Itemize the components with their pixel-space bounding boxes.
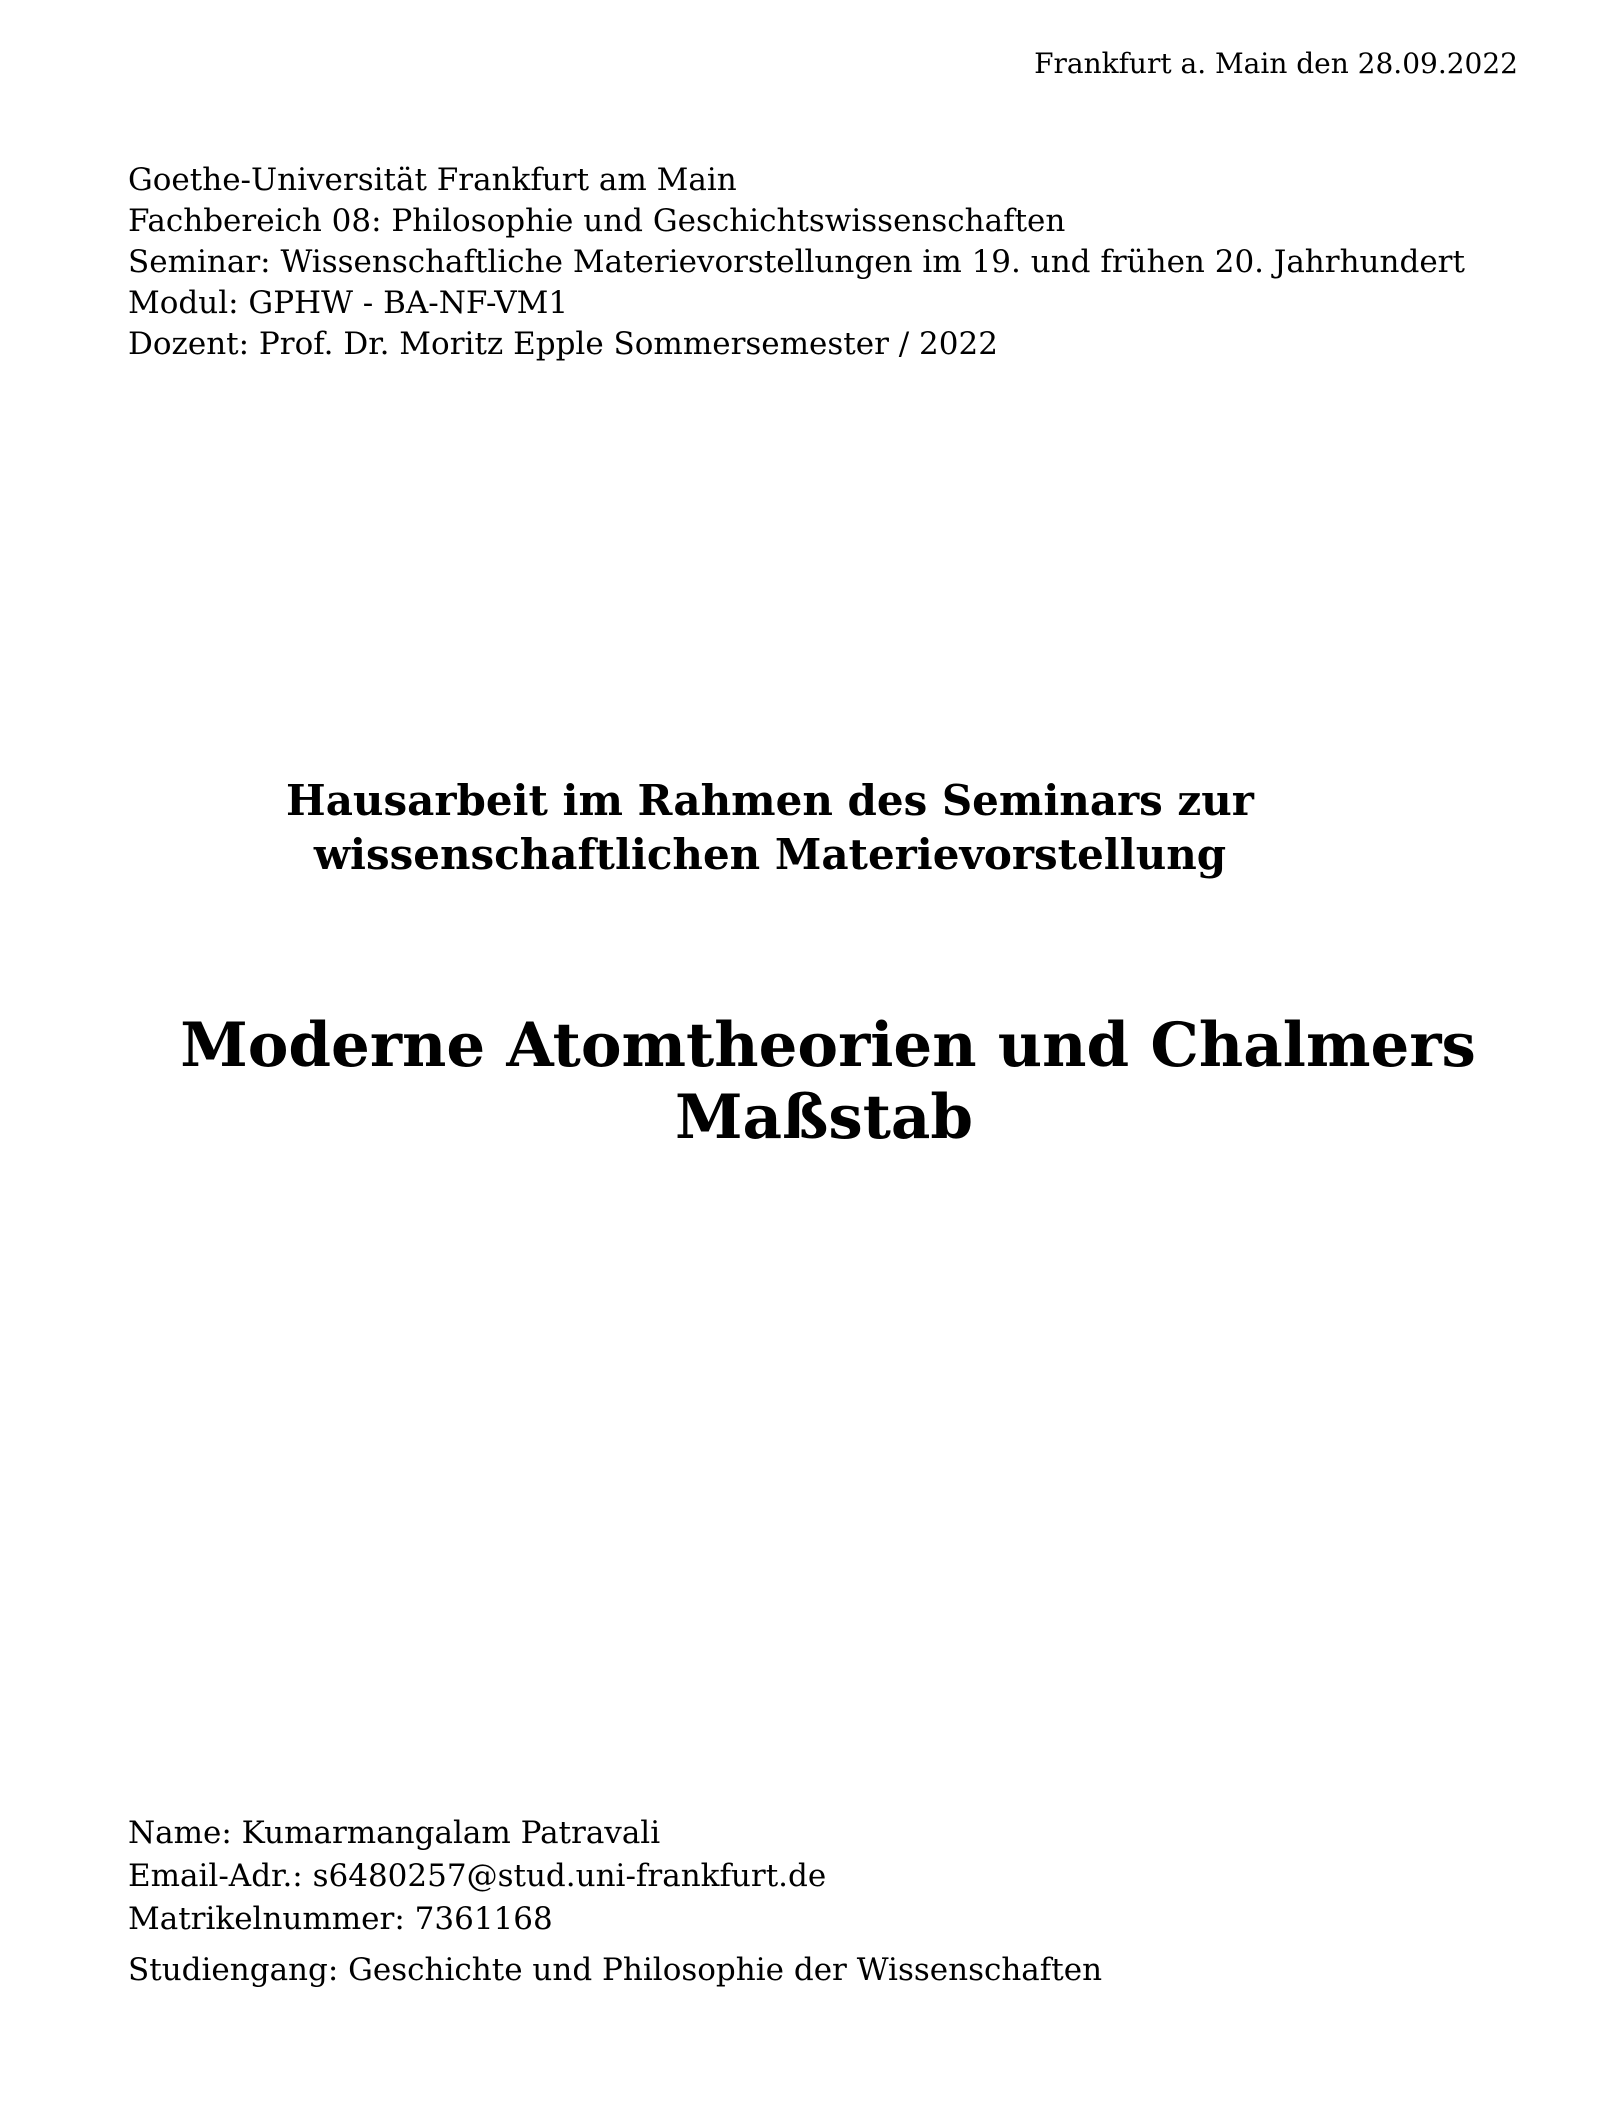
- university-line: Goethe-Universität Frankfurt am Main: [128, 162, 737, 198]
- subtitle-line-2: wissenschaftlichen Materievorstellung: [313, 830, 1227, 879]
- header-block: [128, 160, 1528, 365]
- document-subtitle: [0, 774, 1600, 882]
- seminar-line: Seminar: Wissenschaftliche Materievorstellungen im 19. und frühen 20. Jahrhundert: [128, 244, 1465, 280]
- title-line-2: Maßstab: [674, 1082, 974, 1153]
- author-info-block: [128, 1812, 1528, 1992]
- department-line: Fachbereich 08: Philosophie und Geschichtswissenschaften: [128, 203, 1066, 239]
- date-line: Frankfurt a. Main den 28.09.2022: [1034, 47, 1518, 80]
- study-program-line: Studiengang: Geschichte und Philosophie der Wissenschaften: [128, 1952, 1103, 1988]
- module-line: Modul: GPHW - BA-NF-VM1: [128, 285, 569, 321]
- matriculation-line: Matrikelnummer: 7361168: [128, 1901, 553, 1937]
- document-title: [0, 1010, 1600, 1154]
- author-email-line: Email-Adr.: s6480257@stud.uni-frankfurt.de: [128, 1858, 827, 1894]
- lecturer-line: Dozent: Prof. Dr. Moritz Epple Sommersemester / 2022: [128, 326, 998, 362]
- author-name-line: Name: Kumarmangalam Patravali: [128, 1815, 661, 1851]
- title-line-1: Moderne Atomtheorien und Chalmers: [180, 1010, 1476, 1081]
- subtitle-line-1: Hausarbeit im Rahmen des Seminars zur: [286, 776, 1254, 825]
